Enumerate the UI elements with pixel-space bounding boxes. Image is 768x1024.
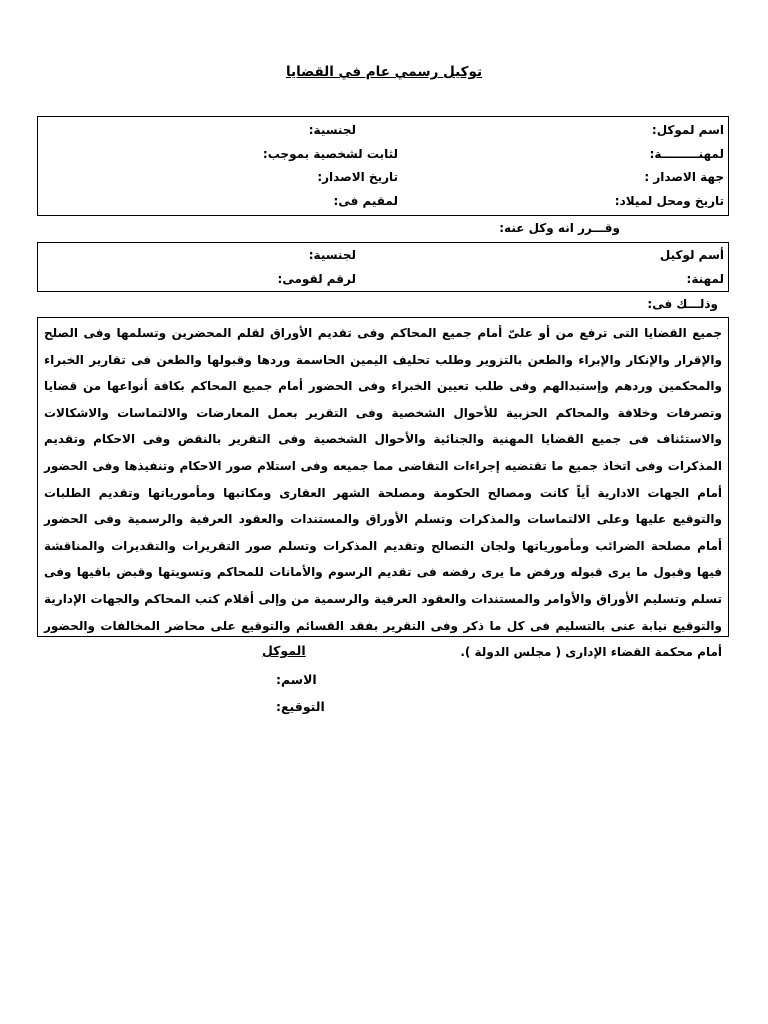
principal-profession-label: لمهنـــــــــة: — [649, 147, 724, 161]
agent-row-1 — [38, 248, 728, 270]
declare-text: وقـــرر انه وكل عنه: — [499, 221, 620, 235]
principal-issue-date-label: تاريخ الاصدار: — [317, 170, 398, 184]
principal-row-1 — [38, 123, 728, 145]
agent-profession-label: لمهنة: — [686, 272, 724, 286]
signature-sign-label: التوقيع: — [276, 699, 325, 714]
principal-issuer-label: جهة الاصدار : — [644, 170, 724, 184]
agent-name-label: أسم لوكيل — [659, 248, 724, 262]
principal-row-4 — [38, 194, 728, 216]
principal-birth-label: تاريخ ومحل لميلاد: — [614, 194, 724, 208]
signature-heading: الموكل — [262, 643, 306, 658]
principal-name-label: اسم لموكل: — [651, 123, 724, 137]
signature-name-label: الاسم: — [276, 672, 317, 687]
principal-info-box — [37, 116, 729, 216]
agent-info-box — [37, 242, 729, 292]
scope-paragraph: جميع القضايا التى ترفع من أو علىّ أمام جميع المحاكم وفى تقديم الأوراق لقلم المحضرين وتسلمها وفى الصلح والإقرار والإنكار والإبراء والطعن بالتزوير وطلب تحليف اليمين الحاسمة وردها وقبولها والطعن فى تقارير الخبراء والمحكمين وردهم وإستبدالهم وفى طلب تعيين الخبراء وفى الحضور أمام جميع المحاكم بكافة أنواعها من قضايا وتصرفات وخلافة والمحاكم الحزبية للأحوال الشخصية وفى التقرير بعمل المعارضات والالتماسات والاشكالات والاستئناف فى جميع القضايا المهنية والجنائية والأحوال الشخصية وفى التقرير بالنقض وفى الاحكام وتقديم المذكرات وفى اتخاذ جميع ما تقتضيه إجراءات التقاضى مما جميعه وفى استلام صور الاحكام وتنفيذها وفى الحضور أمام الجهات الادارية أياً كانت ومصالح الحكومة ومصلحة الشهر العقارى ومكاتبها ومأمورياتها وتقديم الطلبات والتوقيع عليها وعلى الالتماسات والمذكرات وتسلم الأوراق والمستندات والعقود العرفية والرسمية وفى الحضور أمام مصلحة الضرائب ومأمورياتها ولجان التصالح وتقديم المذكرات وتسلم صور التقريرات والتقديرات والمناقشة فيها وقبول ما يرى قبوله ورفض ما يرى رفضه فى تقديم الرسوم والأمانات للمحاكم وتسويتها وقبض باقيها وفى تسلم وتسليم الأوراق والأوامر والمستندات والعقود العرفية والرسمية من وإلى أقلام كتب المحاكم والجهات الإدارية والتوقيع نيابة عنى بالتسليم فى كل ما ذكر وفى التقرير بفقد القسائم والتوقيع على محاضر المخالفات والحضور أمام محكمة القضاء الإدارى ( مجلس الدولة ). — [44, 326, 722, 660]
principal-nationality-label: لجنسية: — [308, 123, 356, 137]
principal-residence-label: لمقيم فى: — [333, 194, 398, 208]
principal-row-3 — [38, 170, 728, 192]
agent-nationality-label: لجنسية: — [308, 248, 356, 262]
agent-national-id-label: لرقم لقومى: — [277, 272, 356, 286]
scope-label: وذلـــك فى: — [647, 297, 718, 311]
principal-row-2 — [38, 147, 728, 169]
document-title: توكيل رسمي عام في القضايا — [285, 64, 483, 80]
agent-row-2 — [38, 272, 728, 294]
principal-id-label: لثابت لشخصية بموجب: — [262, 147, 398, 161]
